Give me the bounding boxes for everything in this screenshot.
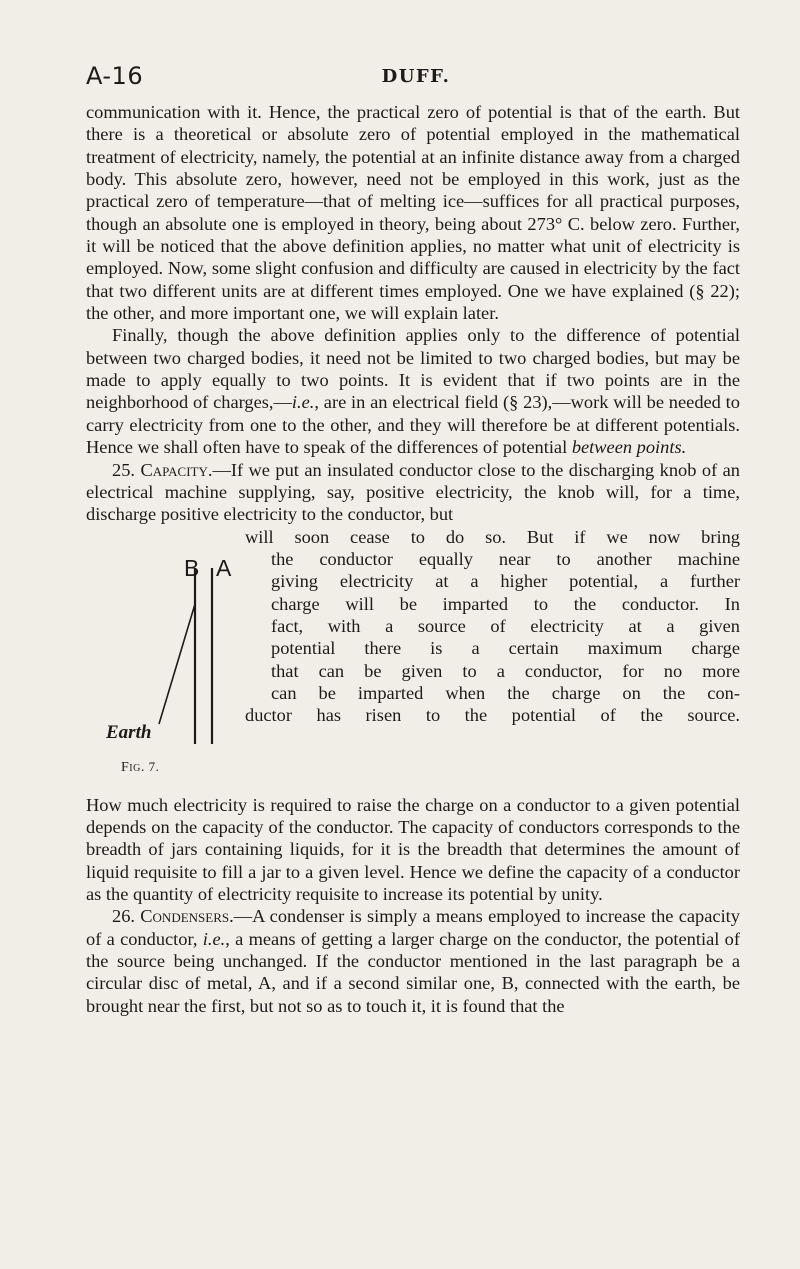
paragraph-potential-zero: communication with it. Hence, the practical zero of potential is that of the earth. But there is a theoretical or absolute zero of potential employed in the mathematical treatment of electricity, namely, the potential at an infinite distance away from a charged body. This absolute zero, however, need not be employed in this work, just as the practical zero of temperature—that of melting ice—suffices for all practical purposes, though an absolute one is employed in theory, being about 273° C. below zero. Further, it will be noticed that the above definition applies, no matter what unit of electricity is employed. Now, some slight confusion and difficulty are caused in electricity by the fact that two different units are at different times employed. One we have explained (§ 22); the other, and more important one, we will explain later. <box>86 102 740 324</box>
wrapped-line: fact, with a source of electricity at a given <box>271 615 740 636</box>
wrapped-line: can be imparted when the charge on the con- <box>271 682 740 703</box>
section-heading-capacity: Capacity. <box>140 459 213 480</box>
page-header <box>86 62 746 92</box>
running-head: DUFF. <box>381 66 451 87</box>
label-earth: Earth <box>106 721 152 743</box>
wrapped-text-lines <box>86 526 740 727</box>
text-run: , are in an electrical field (§ 23),—work will be needed to carry electricity from one to the other, and they will therefore be at different potentials. Hence we shall often have to speak of the differences of potential <box>86 392 740 458</box>
wrapped-line: will soon cease to do so. But if we now bring <box>245 526 740 547</box>
wrapped-line: potential there is a certain maximum charge <box>271 638 740 659</box>
text-run: —If we put an insulated conductor close to the discharging knob of an electrical machine supplying, say, positive electricity, the knob will, for a time, discharge positive electricity to the conductor, but <box>86 459 740 525</box>
figure-wrap-block <box>86 526 740 794</box>
italic-between-points: between points. <box>571 437 687 458</box>
wrapped-line: giving electricity at a higher potential, a further <box>271 571 740 592</box>
section-heading-condensers: Condensers. <box>140 906 234 927</box>
paragraph-capacity <box>86 459 740 526</box>
text-run: Finally, though the above definition applies only to the difference of potential between two charged bodies, it need not be limited to two charged bodies, but may be made to apply equally to two points. It is evident that if two points are in the neighborhood of charges,— <box>86 325 740 413</box>
text-run: —A condenser is simply a means employed to increase the capacity of a conductor, <box>86 906 740 949</box>
label-b: B <box>184 554 200 581</box>
section-number: 26. <box>112 906 135 927</box>
wrapped-line: the conductor equally near to another machine <box>271 548 740 569</box>
italic-ie: i.e. <box>202 928 226 949</box>
figure-caption <box>121 756 159 779</box>
paragraph-potential-points <box>86 324 740 458</box>
body-text <box>86 101 740 1017</box>
section-number: 25. <box>112 459 135 480</box>
wrapped-line: ductor has risen to the potential of the source. <box>245 705 740 726</box>
figure-caption-number: 7. <box>148 758 160 774</box>
italic-ie: i.e. <box>291 392 315 413</box>
wrapped-line: that can be given to a conductor, for no more <box>271 660 740 681</box>
label-a: A <box>216 554 232 581</box>
wrapped-line: charge will be imparted to the conductor. In <box>271 593 740 614</box>
page-number: A-16 <box>86 62 144 90</box>
text-run: , a means of getting a larger charge on the conductor, the potential of the source being unchanged. If the conductor mentioned in the last paragraph be a circular disc of metal, A, and if a second similar one, B, connected with the earth, be brought near the first, but not so as to touch it, it is found that the <box>86 928 740 1016</box>
paragraph-condensers <box>86 905 740 1017</box>
paragraph-capacity-continued: How much electricity is required to raise the charge on a conductor to a given potential depends on the capacity of the conductor. The capacity of conductors corresponds to the breadth of jars containing liquids, for it is the breadth that determines the amount of liquid requisite to fill a jar to a given level. Hence we define the capacity of a conductor as the quantity of electricity requisite to increase its potential by unity. <box>86 794 740 904</box>
figure-caption-prefix: Fig. <box>121 759 145 775</box>
